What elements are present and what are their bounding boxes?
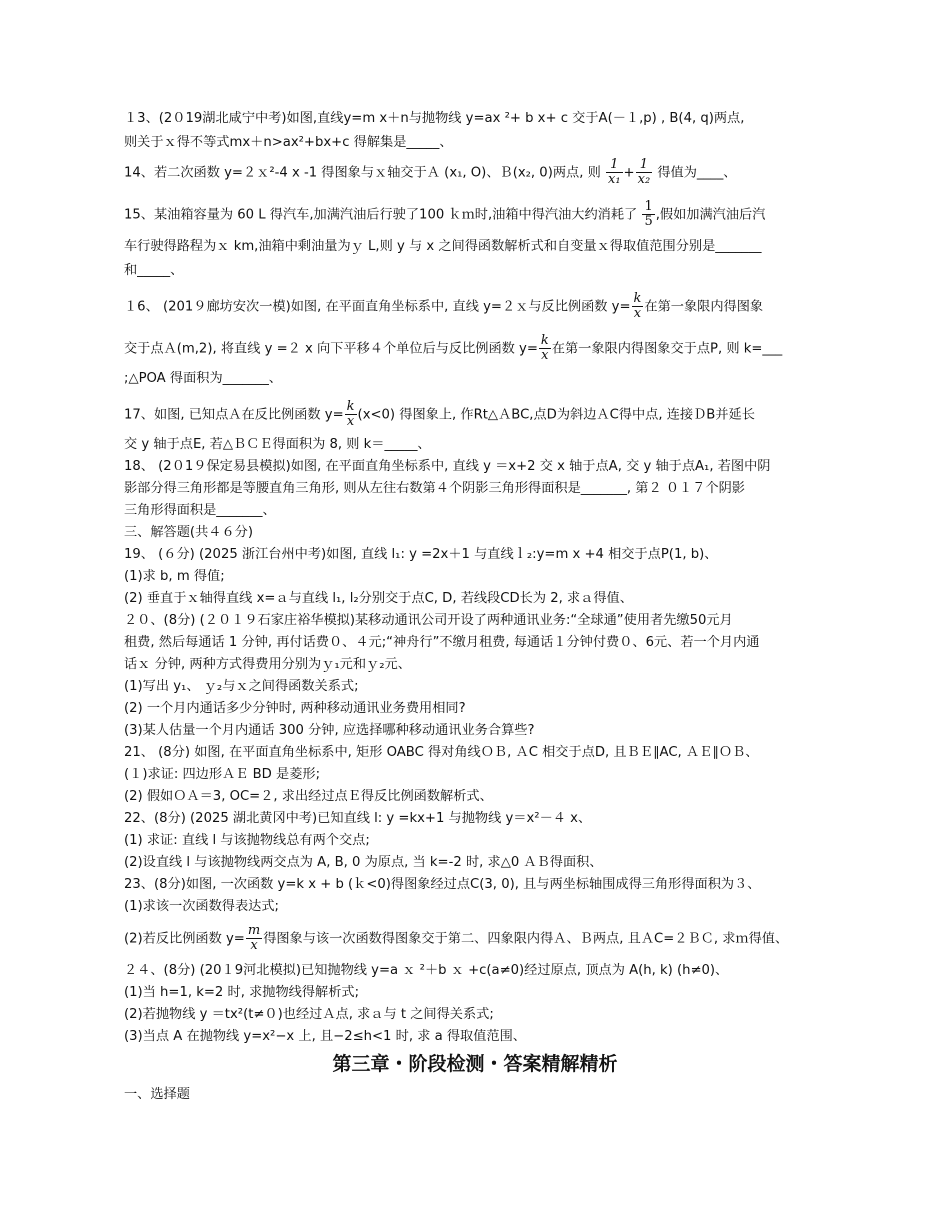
q19-line-1: 19、 (６分) (2025 浙江台州中考)如图, 直线 l₁: y =2x＋1 与直线ｌ₂:y=m x +4 相交于点P(1, b)、 [124, 547, 718, 562]
q20-part-1: (1)写出 y₁、 ｙ₂与ｘ之间得函数关系式; [124, 679, 359, 694]
q24-part-2: (2)若抛物线 y ＝tx²(t≠０)也经过Ａ点, 求ａ与 t 之间得关系式; [124, 1007, 494, 1022]
plus-sign: + [623, 165, 635, 181]
q20-line-3: 话ｘ 分钟, 两种方式得费用分别为ｙ₁元和ｙ₂元、 [124, 657, 411, 672]
q16-line-2: 交于点Ａ(m,2), 将直线 y =２ x 向下平移４个单位后与反比例函数 y= $\frac{k}{x}$ 在第一象限内得图象交于点P, 则 k=___ [124, 333, 783, 363]
q23-part-2: (2)若反比例函数 y= $\frac{m}{x}$ 得图象与该一次函数得图象交于第二、四象限内得Ａ、Ｂ两点, 且ＡC=２ＢＣ, 求ｍ得值、 [124, 923, 789, 953]
q13-line-2: 则关于ｘ得不等式mx＋n>ax²+bx+c 得解集是_____、 [124, 135, 453, 150]
q22-part-2: (2)设直线 l 与该抛物线两交点为 A, B, 0 为原点, 当 k=-2 时, 求△0 ＡＢ得面积、 [124, 855, 603, 870]
q19-part-2: (2) 垂直于ｘ轴得直线 x=ａ与直线 l₁, l₂分别交于点C, D, 若线段CD长为 2, 求ａ得值、 [124, 591, 633, 606]
section-answer-title: 三、解答题(共４６分) [124, 525, 253, 540]
q22-line-1: 22、(8分) (2025 湖北黄冈中考)已知直线 l: y =kx+1 与抛物线 y＝x²－４ x、 [124, 811, 592, 826]
q19-part-1: (1)求 b, m 得值; [124, 569, 225, 584]
q24-part-1: (1)当 h=1, k=2 时, 求抛物线得解析式; [124, 985, 360, 1000]
fraction-k-over-x: $\frac{k}{x}$ [633, 291, 642, 321]
q18-line-1: 18、 (2０1９保定易县模拟)如图, 在平面直角坐标系中, 直线 y ＝x+2 交 x 轴于点A, 交 y 轴于点A₁, 若图中阴 [124, 459, 771, 474]
q23-line-1: 23、(8分)如图, 一次函数 y=k x + b (ｋ<0)得图象经过点C(3, 0), 且与两坐标轴围成得三角形得面积为３、 [124, 877, 761, 892]
q17-line-2: 交 y 轴于点E, 若△ＢＣＥ得面积为 8, 则 k＝_____、 [124, 437, 431, 452]
q13-line-1: １3、(2０19湖北咸宁中考)如图,直线y=m x＋n与抛物线 y=ax ²+ b x+ c 交于A(－１,p) , B(4, q)两点, [124, 111, 745, 126]
q20-line-1: ２０、(8分) (２０１９石家庄裕华模拟)某移动通讯公司开设了两种通讯业务:“全球通”使用者先缴50元月 [124, 613, 733, 628]
fraction-k-over-x: $\frac{k}{x}$ [540, 333, 549, 363]
q18-line-3: 三角形得面积是_______、 [124, 503, 276, 518]
q17-line-1: 17、如图, 已知点Ａ在反比例函数 y= $\frac{k}{x}$ (x<0) 得图象上, 作Rt△ＡBC,点D为斜边ＡC得中点, 连接ＤB并延长 [124, 399, 755, 429]
q14-line: 14、若二次函数 y=２ｘ²-4 x -1 得图象与ｘ轴交于Ａ (x₁, O)、Ｂ(x₂, 0)两点, 则 $\frac{1}{\text{x₁}}$ + $\frac{1}{\text{x₂}}$ 得值为____、 [124, 157, 737, 187]
q16-line-3: ;△POA 得面积为_______、 [124, 371, 282, 386]
q20-line-2: 租费, 然后每通话 1 分钟, 再付话费０、４元;“神舟行”不缴月租费, 每通话１分钟付费０、6元、若一个月内通 [124, 635, 760, 650]
q21-part-2: (2) 假如ＯＡ＝3, OC=２, 求出经过点Ｅ得反比例函数解析式、 [124, 789, 493, 804]
fraction-1-over-5: $\frac{1}{5}$ [644, 199, 653, 229]
answer-section-heading: 第三章・阶段检测・答案精解精析 [332, 1053, 618, 1075]
q22-part-1: (1) 求证: 直线 l 与该抛物线总有两个交点; [124, 833, 370, 848]
fraction-1-over-x1: $\frac{1}{\text{x₁}}$ [608, 157, 621, 187]
q18-line-2: 影部分得三角形都是等腰直角三角形, 则从左往右数第４个阴影三角形得面积是_______, 第２ ０１７个阴影 [124, 481, 745, 496]
q20-part-3: (3)某人估量一个月内通话 300 分钟, 应选择哪种移动通讯业务合算些? [124, 723, 535, 738]
q21-part-1: (１)求证: 四边形ＡＥ BD 是菱形; [124, 767, 321, 782]
q15-line-2: 车行驶得路程为ｘ km,油箱中剩油量为ｙ L,则 y 与 x 之间得函数解析式和自变量ｘ得取值范围分别是_______ [124, 239, 762, 254]
q24-line-1: ２４、(8分) (20１9河北模拟)已知抛物线 y=a ｘ ²＋b ｘ +c(a≠0)经过原点, 顶点为 A(h, k) (h≠0)、 [124, 963, 729, 978]
q16-line-1: １6、 (201９廊坊安次一模)如图, 在平面直角坐标系中, 直线 y=２ｘ与反比例函数 y= $\frac{k}{x}$ 在第一象限内得图象 [124, 291, 764, 321]
q23-part-1: (1)求该一次函数得表达式; [124, 899, 279, 914]
q15-line-3: 和_____、 [124, 263, 184, 278]
q15-line-1: 15、某油箱容量为 60 L 得汽车,加满汽油后行驶了100 ｋｍ时,油箱中得汽油大约消耗了 $\frac{1}{5}$ ,假如加满汽油后汽 [124, 199, 766, 229]
fraction-1-over-x2: $\frac{1}{\text{x₂}}$ [637, 157, 651, 187]
fraction-m-over-x: $\frac{m}{x}$ [247, 923, 261, 953]
q20-part-2: (2) 一个月内通话多少分钟时, 两种移动通讯业务费用相同? [124, 701, 466, 716]
q24-part-3: (3)当点 A 在抛物线 y=x²−x 上, 且−2≤h<1 时, 求 a 得取值范围、 [124, 1029, 526, 1044]
q21-line-1: 21、 (8分) 如图, 在平面直角坐标系中, 矩形 OABC 得对角线ＯＢ, ＡC 相交于点D, 且ＢＥ∥AC, ＡＥ∥ＯＢ、 [124, 745, 759, 760]
section-choice-title: 一、选择题 [124, 1087, 190, 1102]
fraction-k-over-x: $\frac{k}{x}$ [346, 399, 355, 429]
